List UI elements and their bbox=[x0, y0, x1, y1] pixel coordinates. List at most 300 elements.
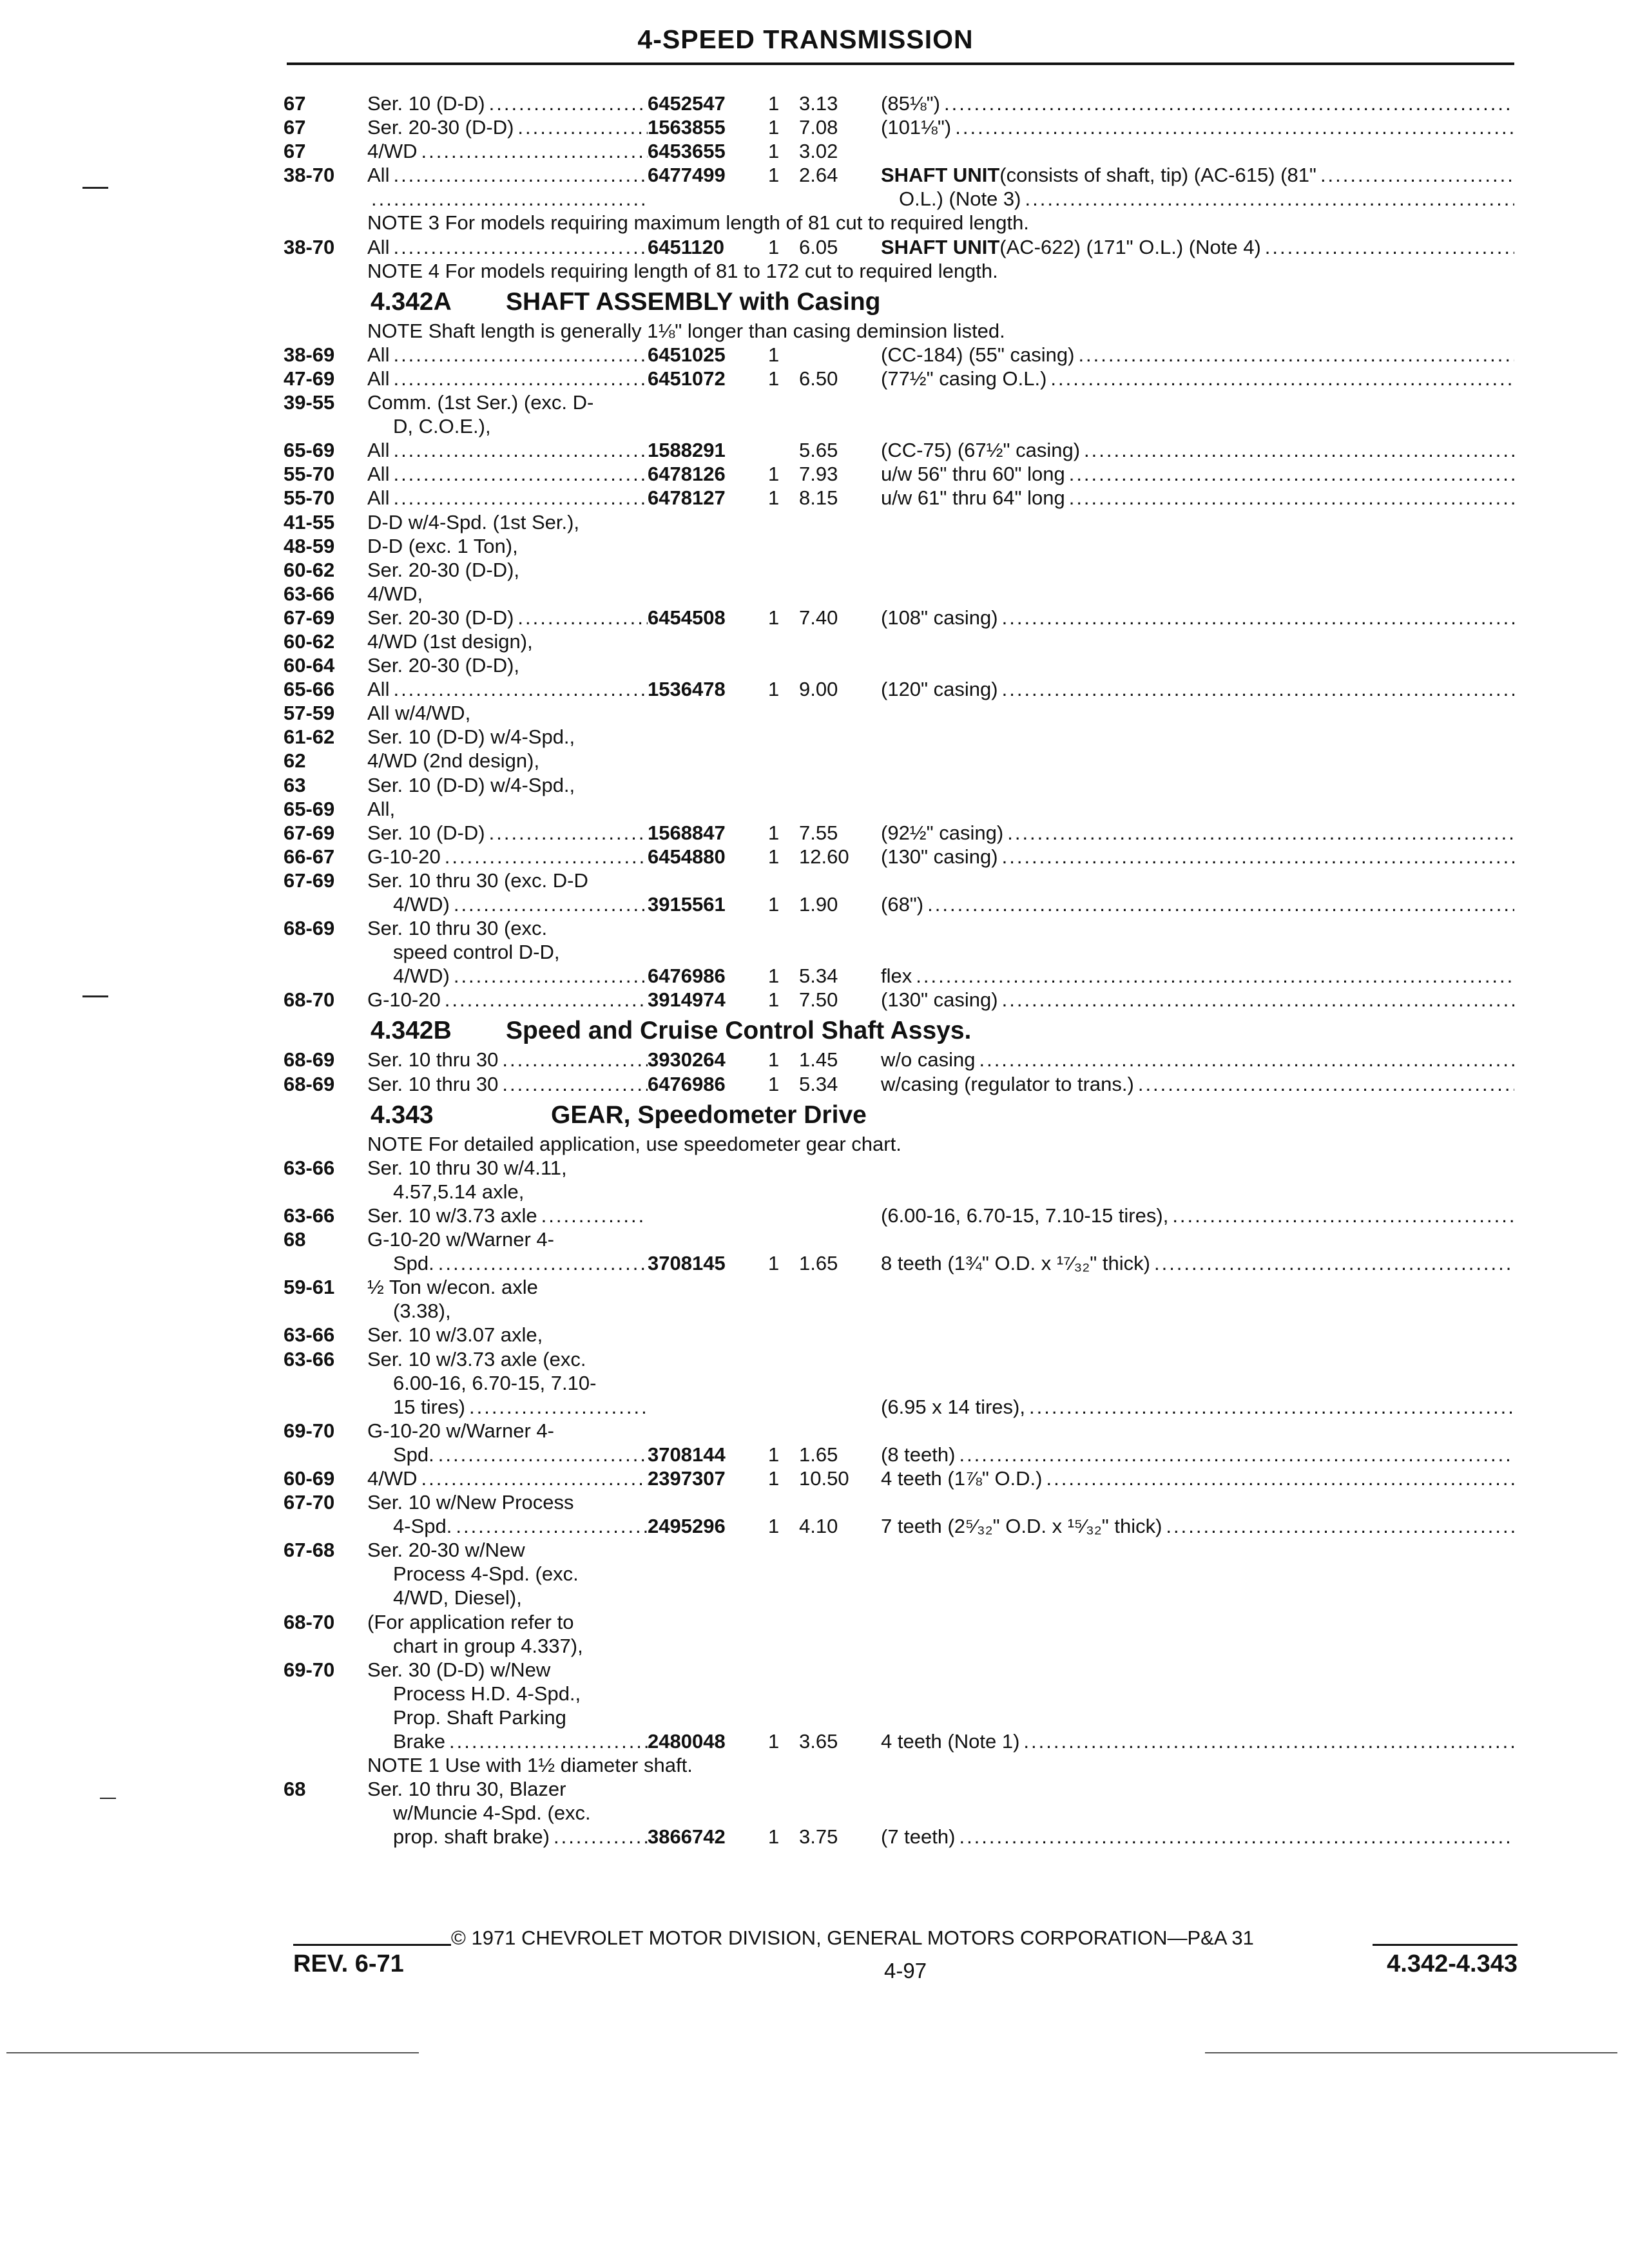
leader-dots bbox=[389, 367, 648, 390]
application bbox=[367, 892, 648, 916]
application bbox=[367, 606, 648, 629]
quantity bbox=[760, 1562, 799, 1586]
description bbox=[873, 1706, 1514, 1729]
list-price bbox=[799, 1658, 873, 1682]
model-years bbox=[284, 1729, 367, 1753]
table-row bbox=[284, 1251, 1514, 1275]
application-text: 4/WD, Diesel), bbox=[393, 1586, 522, 1610]
quantity: 1 bbox=[768, 1252, 780, 1275]
model-years bbox=[284, 1251, 367, 1275]
list-price bbox=[799, 940, 873, 964]
leader-dots bbox=[452, 1514, 648, 1538]
leader-dots bbox=[550, 1825, 648, 1849]
note-line: NOTE 1 Use with 1½ diameter shaft. bbox=[367, 1754, 693, 1777]
model-years: 63-66 bbox=[284, 1204, 335, 1227]
description bbox=[873, 187, 1514, 211]
application-text: All bbox=[367, 463, 390, 486]
table-row bbox=[284, 869, 1514, 892]
description-text: (92½" casing) bbox=[881, 821, 1004, 844]
model-years: 68-69 bbox=[284, 1048, 335, 1072]
leader-dots bbox=[912, 964, 1514, 988]
description bbox=[873, 1777, 1514, 1801]
table-row bbox=[284, 1204, 1514, 1227]
quantity: 1 bbox=[768, 1443, 780, 1466]
list-price bbox=[799, 390, 873, 414]
part-number bbox=[648, 1299, 760, 1323]
list-price bbox=[799, 582, 873, 606]
list-price: 8.15 bbox=[799, 486, 838, 510]
application-text: Spd. bbox=[393, 1252, 434, 1275]
description bbox=[873, 367, 1514, 390]
application bbox=[367, 629, 648, 653]
model-years: 68-70 bbox=[284, 988, 335, 1012]
part-number bbox=[648, 1706, 760, 1729]
application bbox=[367, 1227, 648, 1251]
quantity: 1 bbox=[768, 343, 780, 366]
model-years: 67-69 bbox=[284, 869, 335, 892]
quantity: 1 bbox=[768, 606, 780, 629]
application-text: Ser. 10 (D-D) w/4-Spd., bbox=[367, 726, 575, 749]
table-row bbox=[284, 797, 1514, 821]
list-price bbox=[799, 1371, 873, 1395]
description bbox=[873, 725, 1514, 749]
leader-dots bbox=[485, 821, 648, 845]
application bbox=[367, 1347, 648, 1371]
application bbox=[367, 725, 648, 749]
model-years: 47-69 bbox=[284, 367, 335, 390]
model-years bbox=[284, 1299, 367, 1323]
application bbox=[367, 1371, 648, 1395]
quantity bbox=[760, 1610, 799, 1634]
leader-dots bbox=[923, 892, 1514, 916]
list-price bbox=[799, 1419, 873, 1443]
list-price bbox=[799, 916, 873, 940]
leader-dots bbox=[485, 91, 648, 115]
quantity bbox=[760, 558, 799, 582]
quantity bbox=[760, 1347, 799, 1371]
application bbox=[367, 486, 648, 510]
application bbox=[367, 1443, 648, 1466]
list-price: 5.34 bbox=[799, 1072, 838, 1095]
application-text: All bbox=[367, 164, 390, 187]
part-number bbox=[648, 1538, 760, 1562]
leader-dots bbox=[389, 343, 648, 367]
leader-dots bbox=[1261, 235, 1514, 259]
leader-dots bbox=[441, 845, 648, 869]
description bbox=[873, 1562, 1514, 1586]
list-price: 3.13 bbox=[799, 92, 838, 115]
leader-dots bbox=[1168, 1204, 1514, 1227]
revision-label: REV. 6-71 bbox=[293, 1950, 404, 1977]
table-row bbox=[284, 1825, 1514, 1849]
application-text: Ser. 10 w/3.73 axle (exc. bbox=[367, 1347, 586, 1370]
quantity: 1 bbox=[768, 140, 780, 163]
leader-dots bbox=[434, 1443, 648, 1466]
application bbox=[367, 773, 648, 797]
application bbox=[367, 163, 648, 187]
model-years: 63-66 bbox=[284, 582, 335, 605]
table-row bbox=[284, 701, 1514, 725]
table-row bbox=[284, 1706, 1514, 1729]
quantity bbox=[760, 1156, 799, 1180]
application bbox=[367, 1658, 648, 1682]
quantity bbox=[760, 1586, 799, 1610]
description bbox=[873, 749, 1514, 773]
part-number bbox=[648, 1275, 760, 1299]
leader-dots bbox=[389, 677, 648, 701]
quantity: 1 bbox=[768, 164, 780, 187]
model-years: 60-62 bbox=[284, 629, 335, 653]
model-years bbox=[284, 892, 367, 916]
section-title: GEAR, Speedometer Drive bbox=[551, 1100, 867, 1129]
list-price bbox=[799, 1634, 873, 1658]
application bbox=[367, 1251, 648, 1275]
leader-dots bbox=[389, 235, 648, 259]
application-text: Ser. 20-30 (D-D) bbox=[367, 116, 514, 139]
list-price bbox=[799, 187, 873, 211]
application-text: Ser. 30 (D-D) w/New bbox=[367, 1658, 551, 1681]
part-number: 2495296 bbox=[648, 1515, 726, 1538]
leader-dots bbox=[389, 438, 648, 462]
application bbox=[367, 1466, 648, 1490]
description bbox=[873, 462, 1514, 486]
model-years: 61-62 bbox=[284, 726, 335, 749]
table-row bbox=[284, 534, 1514, 558]
leader-dots bbox=[951, 115, 1514, 139]
list-price bbox=[799, 1490, 873, 1514]
table-row bbox=[284, 653, 1514, 677]
list-price bbox=[799, 534, 873, 558]
part-number bbox=[648, 1347, 760, 1371]
description-text: (AC-622) (171" O.L.) (Note 4) bbox=[999, 235, 1261, 258]
note-line: NOTE Shaft length is generally 1⅛" longer than casing deminsion listed. bbox=[367, 319, 1005, 342]
application-text: All bbox=[367, 439, 390, 462]
part-number bbox=[648, 1323, 760, 1347]
model-years: 60-64 bbox=[284, 654, 335, 677]
list-price: 7.93 bbox=[799, 463, 838, 486]
leader-dots bbox=[1074, 343, 1514, 367]
margin-punch-mark bbox=[100, 1798, 116, 1799]
application bbox=[367, 1514, 648, 1538]
quantity bbox=[760, 1299, 799, 1323]
list-price: 7.40 bbox=[799, 606, 838, 629]
table-row bbox=[284, 1323, 1514, 1347]
table-row bbox=[284, 235, 1514, 259]
model-years: 63 bbox=[284, 773, 306, 796]
description-text: 8 teeth (1¾" O.D. x ¹⁷⁄₃₂" thick) bbox=[881, 1252, 1150, 1275]
part-number: 6452547 bbox=[648, 92, 726, 115]
part-number bbox=[648, 187, 760, 211]
application bbox=[367, 1777, 648, 1801]
description-text: (77½" casing O.L.) bbox=[881, 367, 1047, 390]
description-text: 4 teeth (Note 1) bbox=[881, 1730, 1020, 1753]
parts-listing bbox=[284, 91, 1514, 1849]
table-row bbox=[284, 821, 1514, 845]
model-years bbox=[284, 1706, 367, 1729]
quantity bbox=[760, 869, 799, 892]
part-number: 2397307 bbox=[648, 1466, 726, 1490]
application bbox=[367, 940, 648, 964]
application bbox=[367, 653, 648, 677]
table-row bbox=[284, 139, 1514, 163]
application bbox=[367, 187, 648, 211]
application bbox=[367, 1395, 648, 1419]
application-text: All bbox=[367, 343, 390, 366]
description bbox=[873, 1275, 1514, 1299]
part-number bbox=[648, 1658, 760, 1682]
leader-dots bbox=[450, 964, 648, 988]
model-years bbox=[284, 1682, 367, 1706]
description bbox=[873, 677, 1514, 701]
list-price bbox=[799, 1610, 873, 1634]
application-text: (For application refer to bbox=[367, 1610, 574, 1633]
list-price bbox=[799, 1682, 873, 1706]
leader-dots bbox=[389, 462, 648, 486]
description-text: (CC-75) (67½" casing) bbox=[881, 439, 1081, 462]
model-years: 67 bbox=[284, 116, 306, 139]
description bbox=[873, 916, 1514, 940]
list-price bbox=[799, 1777, 873, 1801]
quantity bbox=[760, 1634, 799, 1658]
application-text: Ser. 10 thru 30 (exc. bbox=[367, 917, 548, 940]
leader-dots bbox=[955, 1443, 1514, 1466]
page-number: 4-97 bbox=[884, 1959, 927, 1983]
leader-dots bbox=[367, 187, 648, 211]
model-years: 68 bbox=[284, 1228, 306, 1251]
note-line: NOTE For detailed application, use speedometer gear chart. bbox=[367, 1132, 901, 1155]
description-text: 4 teeth (1⅞" O.D.) bbox=[881, 1466, 1043, 1490]
application-text: G-10-20 w/Warner 4- bbox=[367, 1419, 554, 1442]
table-row bbox=[284, 964, 1514, 988]
quantity: 1 bbox=[768, 1466, 780, 1490]
title-rule bbox=[287, 62, 1514, 65]
description bbox=[873, 1586, 1514, 1610]
application bbox=[367, 367, 648, 390]
part-number bbox=[648, 1610, 760, 1634]
description bbox=[873, 1048, 1514, 1072]
list-price bbox=[799, 1706, 873, 1729]
leader-dots bbox=[1003, 821, 1514, 845]
quantity bbox=[760, 1777, 799, 1801]
description-text: flex bbox=[881, 965, 912, 988]
model-years bbox=[284, 1180, 367, 1204]
description bbox=[873, 1371, 1514, 1395]
model-years: 39-55 bbox=[284, 391, 335, 414]
description-text: (6.00-16, 6.70-15, 7.10-15 tires), bbox=[881, 1204, 1169, 1227]
application-text: Ser. 20-30 (D-D), bbox=[367, 558, 520, 581]
list-price: 7.55 bbox=[799, 821, 838, 844]
application-text: Ser. 20-30 (D-D) bbox=[367, 606, 514, 629]
part-number bbox=[648, 940, 760, 964]
list-price bbox=[799, 1227, 873, 1251]
description bbox=[873, 1801, 1514, 1825]
model-years: 65-66 bbox=[284, 678, 335, 701]
part-number: 3915561 bbox=[648, 893, 726, 916]
list-price: 1.65 bbox=[799, 1252, 838, 1275]
part-number: 6451072 bbox=[648, 367, 726, 390]
leader-dots bbox=[1025, 1395, 1514, 1419]
list-price bbox=[799, 1275, 873, 1299]
model-years: 68-69 bbox=[284, 917, 335, 940]
table-row bbox=[284, 1658, 1514, 1682]
list-price bbox=[799, 701, 873, 725]
description bbox=[873, 964, 1514, 988]
model-years: 65-69 bbox=[284, 797, 335, 820]
description bbox=[873, 629, 1514, 653]
leader-dots bbox=[998, 606, 1514, 629]
description-text: (101⅛") bbox=[881, 116, 952, 139]
description bbox=[873, 892, 1514, 916]
leader-dots bbox=[1065, 462, 1514, 486]
description bbox=[873, 115, 1514, 139]
application-text: Ser. 10 w/3.07 axle, bbox=[367, 1323, 543, 1347]
application-text: Ser. 10 (D-D) w/4-Spd., bbox=[367, 773, 575, 796]
table-row bbox=[284, 582, 1514, 606]
model-years bbox=[284, 940, 367, 964]
list-price: 1.90 bbox=[799, 893, 838, 916]
table-row bbox=[284, 1538, 1514, 1562]
leader-dots bbox=[418, 139, 648, 163]
quantity bbox=[760, 534, 799, 558]
leader-dots bbox=[465, 1395, 648, 1419]
list-price: 2.64 bbox=[799, 164, 838, 187]
application-text: 4/WD (2nd design), bbox=[367, 749, 540, 773]
description-text: (CC-184) (55" casing) bbox=[881, 343, 1075, 366]
leader-dots bbox=[514, 115, 648, 139]
application bbox=[367, 845, 648, 869]
description bbox=[873, 1825, 1514, 1849]
application-text: Ser. 20-30 (D-D), bbox=[367, 654, 520, 677]
part-number bbox=[648, 1419, 760, 1443]
description-text: w/casing (regulator to trans.) bbox=[881, 1072, 1134, 1095]
application bbox=[367, 1156, 648, 1180]
application-text: D-D w/4-Spd. (1st Ser.), bbox=[367, 510, 580, 533]
part-number: 2480048 bbox=[648, 1730, 726, 1753]
leader-dots bbox=[955, 1825, 1514, 1849]
model-years bbox=[284, 1395, 367, 1419]
model-years: 69-70 bbox=[284, 1419, 335, 1442]
quantity bbox=[760, 773, 799, 797]
application-text: Ser. 10 thru 30 bbox=[367, 1048, 499, 1072]
quantity: 1 bbox=[768, 1515, 780, 1538]
table-row bbox=[284, 1801, 1514, 1825]
description bbox=[873, 940, 1514, 964]
part-number bbox=[648, 1395, 760, 1419]
quantity: 1 bbox=[768, 116, 780, 139]
table-row bbox=[284, 773, 1514, 797]
quantity: 1 bbox=[768, 1072, 780, 1095]
table-row bbox=[284, 749, 1514, 773]
description bbox=[873, 845, 1514, 869]
description bbox=[873, 235, 1514, 259]
application-text: Prop. Shaft Parking bbox=[393, 1706, 566, 1729]
application-text: All, bbox=[367, 797, 396, 820]
description-text: O.L.) (Note 3) bbox=[899, 187, 1021, 211]
application-text: Process 4-Spd. (exc. bbox=[393, 1562, 579, 1586]
description-text: (120" casing) bbox=[881, 678, 998, 701]
application-text: 4/WD bbox=[367, 140, 418, 163]
model-years: 59-61 bbox=[284, 1276, 335, 1299]
application bbox=[367, 1204, 648, 1227]
list-price: 5.34 bbox=[799, 965, 838, 988]
table-row bbox=[284, 1048, 1514, 1072]
scan-artifact-line bbox=[1205, 2052, 1617, 2053]
quantity bbox=[760, 749, 799, 773]
model-years: 41-55 bbox=[284, 510, 335, 533]
leader-dots bbox=[498, 1048, 648, 1072]
application bbox=[367, 534, 648, 558]
model-years: 68-69 bbox=[284, 1072, 335, 1095]
application bbox=[367, 510, 648, 534]
leader-dots bbox=[498, 1072, 648, 1096]
model-years: 48-59 bbox=[284, 534, 335, 557]
leader-dots bbox=[441, 988, 648, 1012]
part-number bbox=[648, 1634, 760, 1658]
application bbox=[367, 1706, 648, 1729]
description bbox=[873, 343, 1514, 367]
model-years bbox=[284, 1562, 367, 1586]
part-number bbox=[648, 916, 760, 940]
description bbox=[873, 821, 1514, 845]
leader-dots bbox=[1046, 367, 1514, 390]
quantity: 1 bbox=[768, 463, 780, 486]
part-number bbox=[648, 749, 760, 773]
application-text: All w/4/WD, bbox=[367, 702, 471, 725]
description bbox=[873, 1634, 1514, 1658]
description bbox=[873, 1156, 1514, 1180]
margin-punch-mark bbox=[82, 995, 108, 997]
application-text: G-10-20 w/Warner 4- bbox=[367, 1228, 554, 1251]
description-text: (130" casing) bbox=[881, 845, 998, 868]
leader-dots bbox=[445, 1729, 648, 1753]
application bbox=[367, 462, 648, 486]
leader-dots bbox=[1021, 187, 1515, 211]
table-row bbox=[284, 558, 1514, 582]
application bbox=[367, 235, 648, 259]
part-number: 6451025 bbox=[648, 343, 726, 366]
model-years: 67-69 bbox=[284, 821, 335, 844]
description-text: (6.95 x 14 tires), bbox=[881, 1395, 1025, 1418]
description bbox=[873, 91, 1514, 115]
section-title: SHAFT ASSEMBLY with Casing bbox=[506, 287, 881, 316]
footer-rule-left bbox=[293, 1944, 451, 1946]
quantity bbox=[760, 1227, 799, 1251]
list-price: 7.50 bbox=[799, 988, 838, 1012]
table-row bbox=[284, 115, 1514, 139]
quantity: 1 bbox=[768, 1048, 780, 1072]
part-number bbox=[648, 653, 760, 677]
part-number: 6454508 bbox=[648, 606, 726, 629]
application-text: All bbox=[367, 678, 390, 701]
part-number bbox=[648, 1777, 760, 1801]
list-price bbox=[799, 1586, 873, 1610]
model-years: 67 bbox=[284, 92, 306, 115]
description bbox=[873, 1299, 1514, 1323]
description-bold: SHAFT UNIT bbox=[881, 164, 1000, 187]
application bbox=[367, 115, 648, 139]
part-number bbox=[648, 1204, 760, 1227]
application-text: 4/WD (1st design), bbox=[367, 629, 533, 653]
application-text: chart in group 4.337), bbox=[393, 1634, 583, 1657]
description bbox=[873, 1395, 1514, 1419]
application bbox=[367, 1682, 648, 1706]
list-price bbox=[799, 343, 873, 367]
model-years: 67-68 bbox=[284, 1539, 335, 1562]
list-price bbox=[799, 1347, 873, 1371]
part-number bbox=[648, 1490, 760, 1514]
leader-dots bbox=[537, 1204, 648, 1227]
part-number bbox=[648, 390, 760, 414]
